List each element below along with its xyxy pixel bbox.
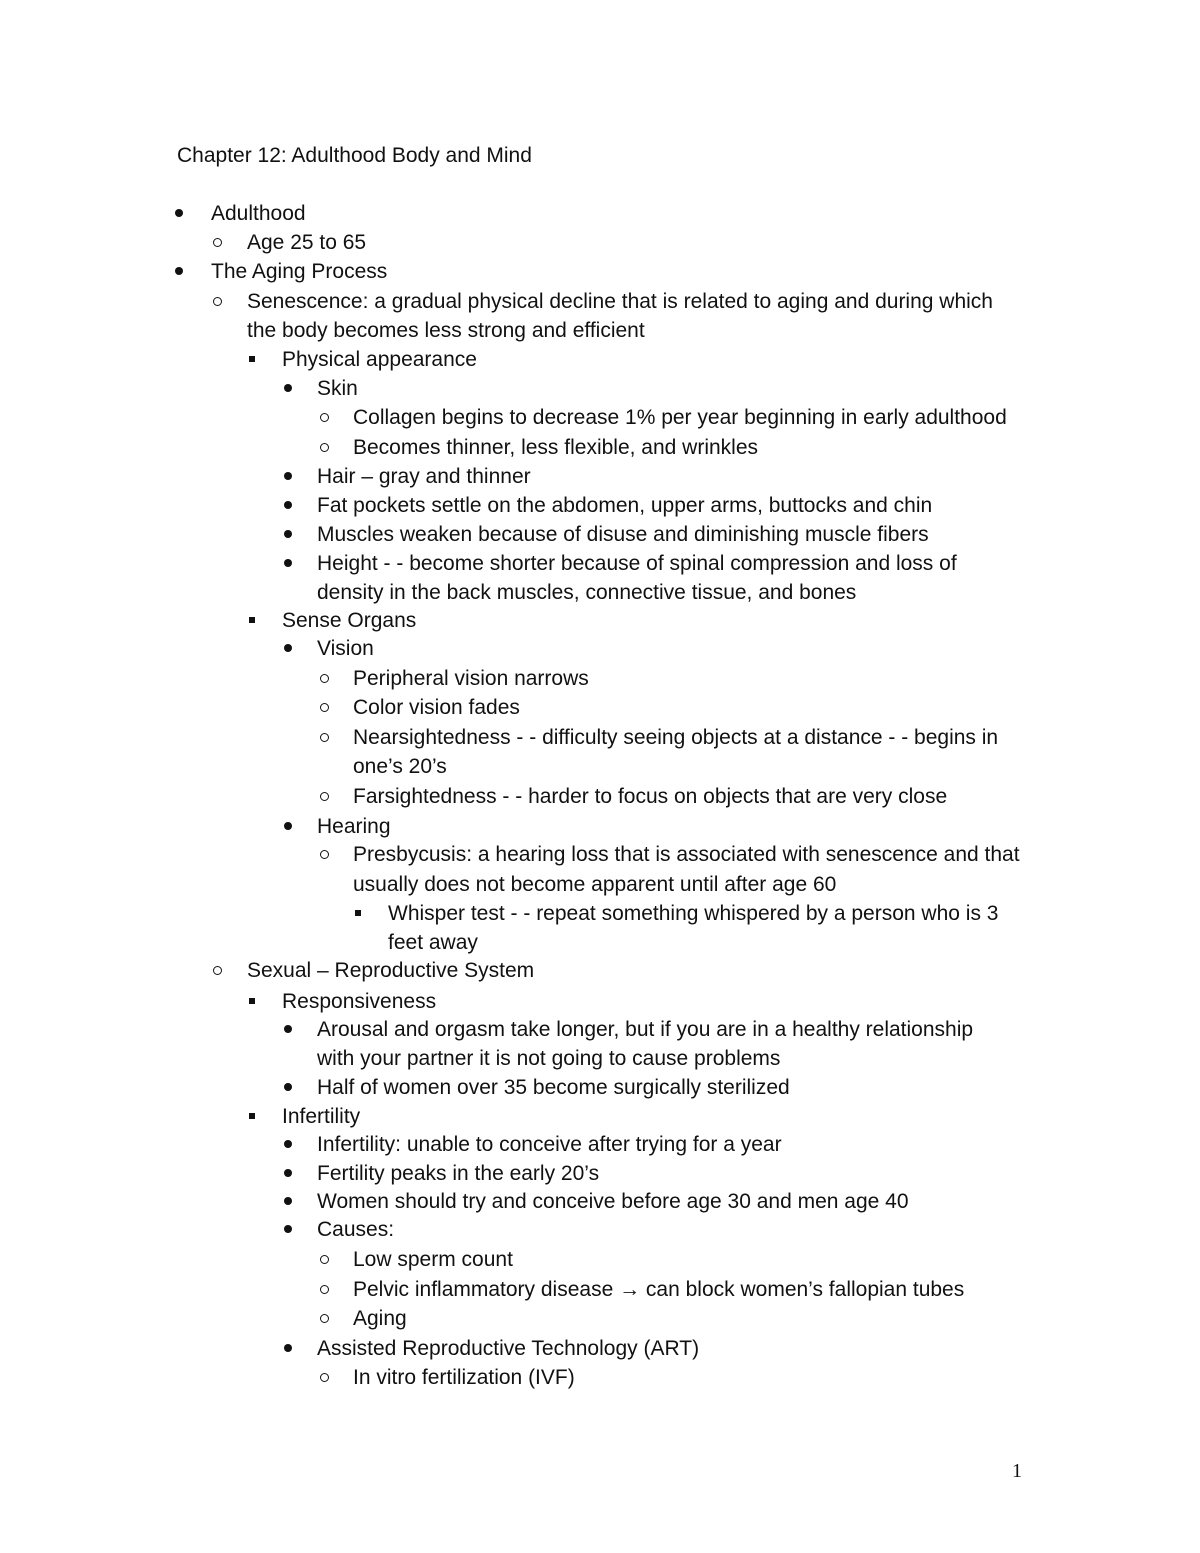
bullet-disc-icon: [284, 520, 314, 549]
outline-item-text: Responsiveness: [282, 990, 437, 1013]
outline-item-text: feet away: [388, 931, 478, 954]
outline-item-text: In vitro fertilization (IVF): [353, 1366, 575, 1389]
outline-item-text: the body becomes less strong and efficient: [247, 319, 645, 342]
bullet-disc-icon: [284, 1159, 314, 1188]
bullet-circle-icon: [320, 840, 350, 869]
outline-item-text: one’s 20’s: [353, 755, 447, 778]
bullet-glyph: [175, 267, 183, 275]
bullet-disc-icon: [284, 812, 314, 841]
bullet-circle-icon: [213, 228, 243, 257]
bullet-glyph: [213, 297, 222, 306]
bullet-glyph: [284, 644, 292, 652]
bullet-glyph: [284, 1025, 292, 1033]
outline-item-text: Fertility peaks in the early 20’s: [317, 1162, 600, 1185]
outline-item-text: Whisper test - - repeat something whispered by a person who is 3: [388, 902, 999, 925]
bullet-disc-icon: [175, 257, 205, 286]
bullet-glyph: [320, 733, 329, 742]
bullet-glyph: [320, 792, 329, 801]
bullet-glyph: [284, 530, 292, 538]
bullet-glyph: [284, 501, 292, 509]
outline-item-text: Women should try and conceive before age 30 and men age 40: [317, 1190, 909, 1213]
bullet-disc-icon: [284, 1334, 314, 1363]
bullet-glyph: [249, 1113, 255, 1119]
page-title: Chapter 12: Adulthood Body and Mind: [177, 144, 532, 167]
bullet-disc-icon: [284, 634, 314, 663]
outline-item-text: Half of women over 35 become surgically sterilized: [317, 1076, 790, 1099]
outline-item-text: Infertility: unable to conceive after trying for a year: [317, 1133, 782, 1156]
outline-item-text: Nearsightedness - - difficulty seeing objects at a distance - - begins in: [353, 726, 999, 749]
bullet-disc-icon: [175, 199, 205, 228]
outline-item-text: Sense Organs: [282, 609, 417, 632]
bullet-disc-icon: [284, 462, 314, 491]
bullet-square-icon: [355, 899, 385, 928]
outline-item-text: Fat pockets settle on the abdomen, upper arms, buttocks and chin: [317, 494, 933, 517]
page-number: 1: [1012, 1460, 1022, 1482]
outline-item-text: Aging: [353, 1307, 407, 1330]
outline-item-text: density in the back muscles, connective tissue, and bones: [317, 581, 857, 604]
outline-item-text: Presbycusis: a hearing loss that is associated with senescence and that: [353, 843, 1020, 866]
outline-item-text: usually does not become apparent until after age 60: [353, 873, 837, 896]
bullet-square-icon: [249, 606, 279, 635]
bullet-circle-icon: [320, 1304, 350, 1333]
outline-item-text: Assisted Reproductive Technology (ART): [317, 1337, 700, 1360]
bullet-disc-icon: [284, 491, 314, 520]
bullet-glyph: [284, 1140, 292, 1148]
bullet-disc-icon: [284, 1187, 314, 1216]
outline-item-text: Hair – gray and thinner: [317, 465, 531, 488]
bullet-glyph: [320, 850, 329, 859]
bullet-disc-icon: [284, 374, 314, 403]
bullet-disc-icon: [284, 1073, 314, 1102]
bullet-glyph: [213, 966, 222, 975]
outline-item-text: Color vision fades: [353, 696, 520, 719]
bullet-glyph: [175, 209, 183, 217]
outline-item-text: Adulthood: [211, 202, 306, 225]
bullet-circle-icon: [320, 1275, 350, 1304]
outline-item-text: Pelvic inflammatory disease → can block women’s fallopian tubes: [353, 1278, 965, 1301]
outline-item-text: Infertility: [282, 1105, 361, 1128]
bullet-glyph: [284, 384, 292, 392]
bullet-circle-icon: [320, 403, 350, 432]
outline-item-text: Arousal and orgasm take longer, but if you are in a healthy relationship: [317, 1018, 974, 1041]
outline-item-text: Peripheral vision narrows: [353, 667, 589, 690]
bullet-glyph: [284, 1344, 292, 1352]
bullet-glyph: [320, 1314, 329, 1323]
bullet-glyph: [284, 1083, 292, 1091]
bullet-glyph: [320, 443, 329, 452]
bullet-glyph: [284, 822, 292, 830]
outline-item-text: with your partner it is not going to cause problems: [317, 1047, 781, 1070]
outline-item-text: Muscles weaken because of disuse and diminishing muscle fibers: [317, 523, 929, 546]
outline-item-text: Causes:: [317, 1218, 395, 1241]
outline-item-text: Hearing: [317, 815, 391, 838]
bullet-glyph: [284, 1169, 292, 1177]
bullet-glyph: [213, 238, 222, 247]
bullet-disc-icon: [284, 1015, 314, 1044]
outline-item-text: Age 25 to 65: [247, 231, 367, 254]
bullet-glyph: [249, 617, 255, 623]
bullet-glyph: [320, 674, 329, 683]
outline-item-text: Height - - become shorter because of spinal compression and loss of: [317, 552, 957, 575]
bullet-circle-icon: [320, 782, 350, 811]
outline-item-text: Skin: [317, 377, 358, 400]
outline-item-text: Becomes thinner, less flexible, and wrinkles: [353, 436, 759, 459]
bullet-square-icon: [249, 1102, 279, 1131]
bullet-circle-icon: [213, 287, 243, 316]
outline-item-text: Vision: [317, 637, 374, 660]
bullet-glyph: [320, 1373, 329, 1382]
bullet-circle-icon: [320, 433, 350, 462]
bullet-glyph: [284, 559, 292, 567]
bullet-glyph: [320, 1255, 329, 1264]
outline-item-text: Senescence: a gradual physical decline that is related to aging and during which: [247, 290, 993, 313]
bullet-square-icon: [249, 987, 279, 1016]
bullet-glyph: [249, 356, 255, 362]
outline-item-text: Farsightedness - - harder to focus on objects that are very close: [353, 785, 948, 808]
bullet-circle-icon: [320, 723, 350, 752]
bullet-glyph: [320, 703, 329, 712]
bullet-circle-icon: [213, 956, 243, 985]
bullet-disc-icon: [284, 1130, 314, 1159]
bullet-glyph: [320, 1285, 329, 1294]
bullet-disc-icon: [284, 549, 314, 578]
bullet-glyph: [284, 472, 292, 480]
bullet-circle-icon: [320, 664, 350, 693]
outline-item-text: Collagen begins to decrease 1% per year beginning in early adulthood: [353, 406, 1007, 429]
bullet-glyph: [284, 1225, 292, 1233]
bullet-glyph: [249, 998, 255, 1004]
outline-item-text: Physical appearance: [282, 348, 477, 371]
bullet-circle-icon: [320, 693, 350, 722]
bullet-circle-icon: [320, 1245, 350, 1274]
bullet-glyph: [284, 1197, 292, 1205]
outline-item-text: Sexual – Reproductive System: [247, 959, 535, 982]
bullet-circle-icon: [320, 1363, 350, 1392]
bullet-disc-icon: [284, 1215, 314, 1244]
bullet-glyph: [320, 413, 329, 422]
outline-item-text: The Aging Process: [211, 260, 388, 283]
outline-item-text: Low sperm count: [353, 1248, 513, 1271]
bullet-square-icon: [249, 345, 279, 374]
bullet-glyph: [355, 910, 361, 916]
